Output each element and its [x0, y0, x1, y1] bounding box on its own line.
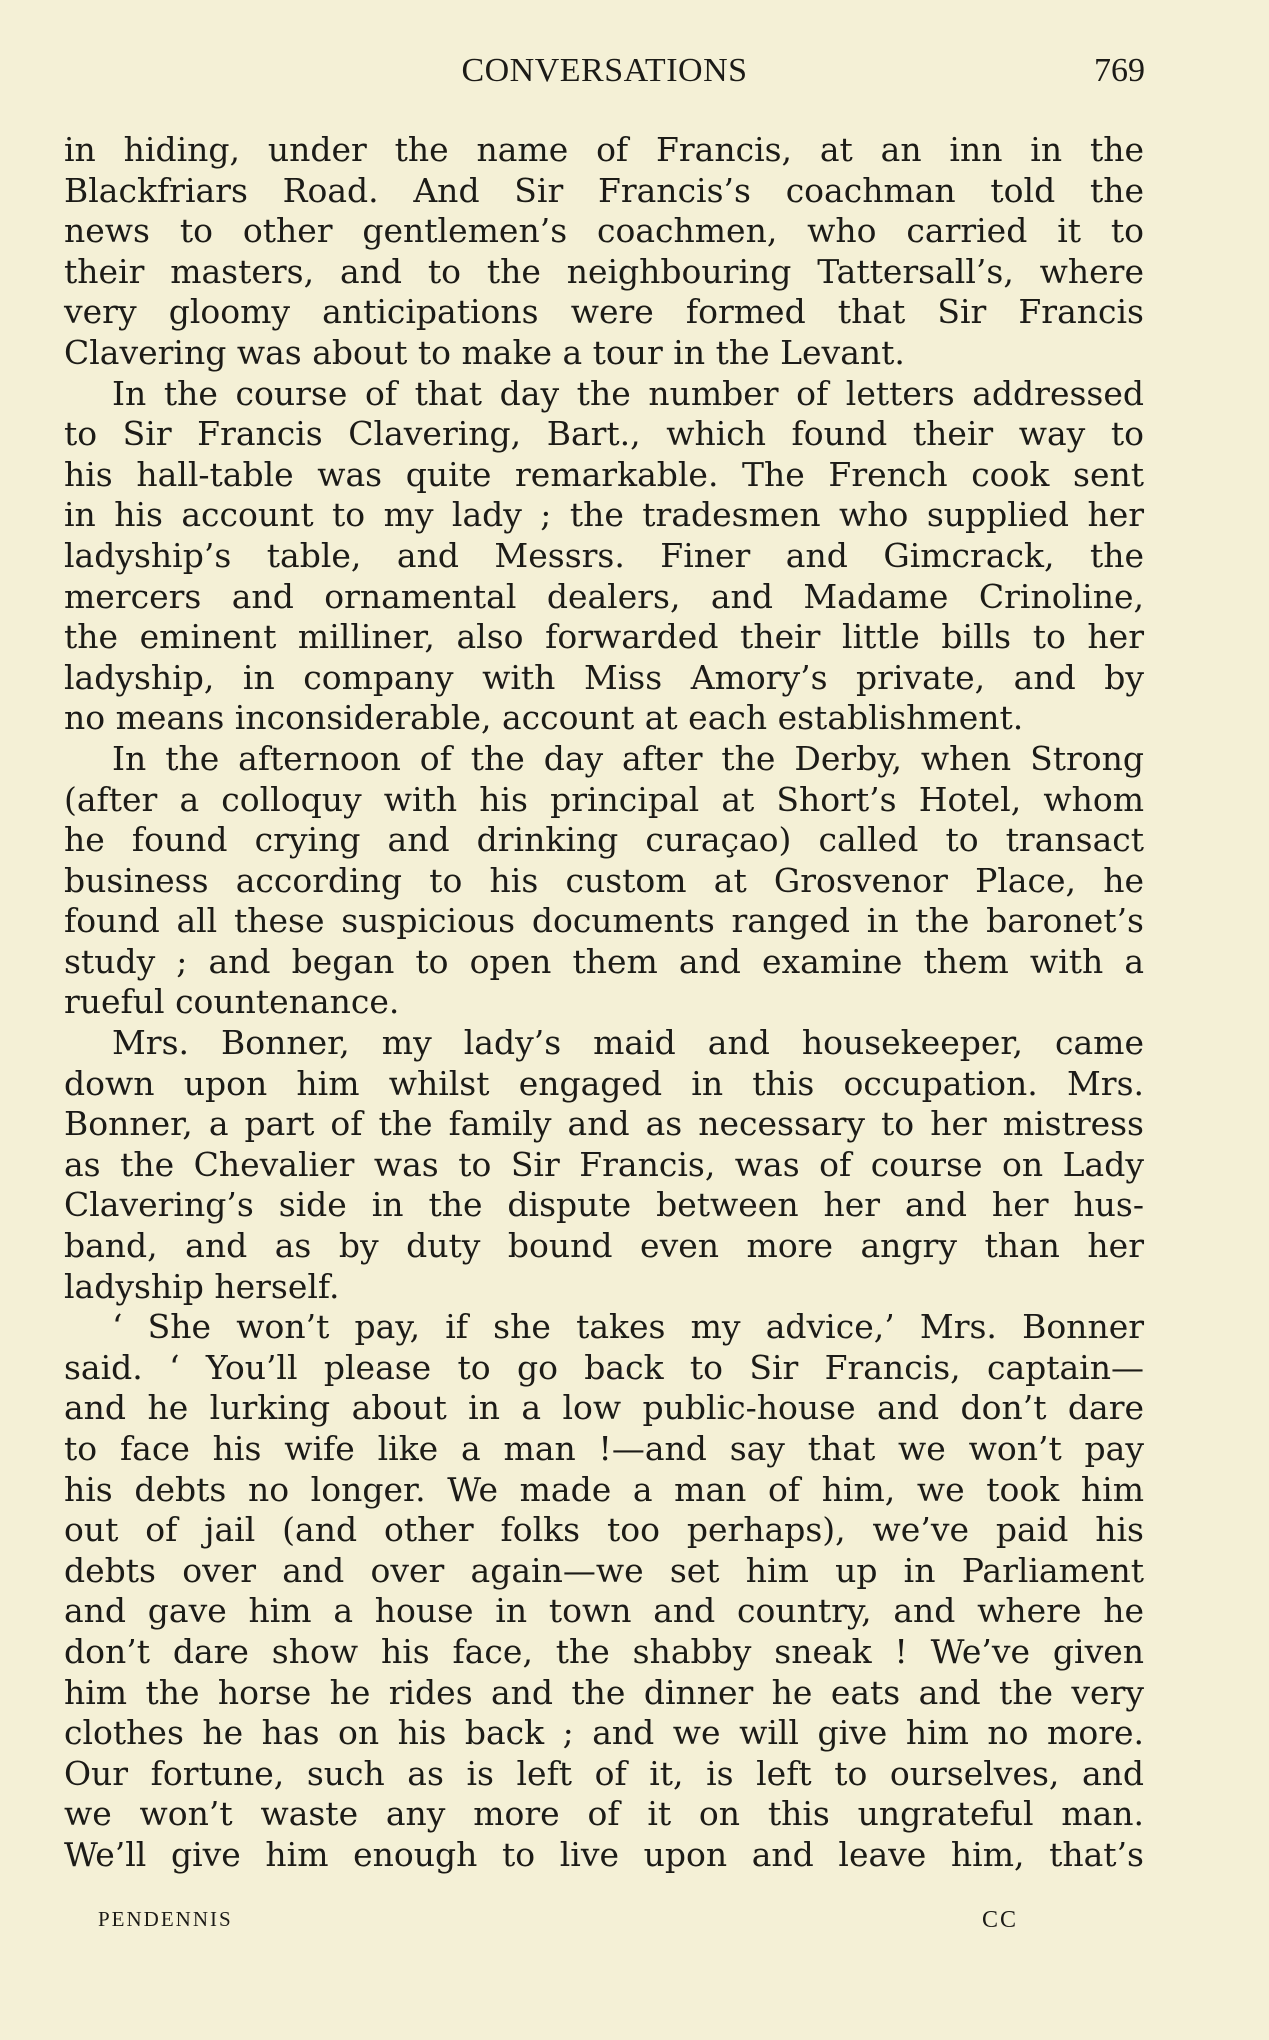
text-line: In the course of that day the number of letters addressed: [112, 373, 1144, 413]
text-line: Bonner, a part of the family and as necessary to her mistress: [64, 1104, 1144, 1144]
text-line: said. ‘ You’ll please to go back to Sir Francis, captain—: [64, 1347, 1144, 1387]
text-line: In the afternoon of the day after the Derby, when Strong: [112, 738, 1144, 778]
text-line: ladyship’s table, and Messrs. Finer and Gimcrack, the: [64, 535, 1144, 575]
text-line: to face his wife like a man !—and say that we won’t pay: [64, 1429, 1144, 1468]
text-line: Blackfriars Road. And Sir Francis’s coachman told the: [64, 170, 1144, 210]
text-line: don’t dare show his face, the shabby sneak ! We’ve given: [64, 1631, 1144, 1671]
text-line: and he lurking about in a low public-house and don’t dare: [64, 1388, 1144, 1428]
text-line: as the Chevalier was to Sir Francis, was of course on Lady: [64, 1144, 1144, 1184]
text-line: his debts no longer. We made a man of him, we took him: [64, 1469, 1144, 1509]
text-line: Clavering’s side in the dispute between her and her hus-: [64, 1185, 1144, 1225]
text-line: down upon him whilst engaged in this occupation. Mrs.: [64, 1063, 1144, 1103]
running-title: CONVERSATIONS: [461, 52, 748, 89]
text-line: rueful countenance.: [64, 982, 400, 1022]
text-line: and gave him a house in town and country, and where he: [64, 1591, 1144, 1631]
text-line: him the horse he rides and the dinner he eats and the very: [64, 1672, 1144, 1712]
text-line: Our fortune, such as is left of it, is left to ourselves, and: [64, 1753, 1144, 1793]
text-line: out of jail (and other folks too perhaps), we’ve paid his: [64, 1510, 1144, 1550]
text-line: in his account to my lady ; the tradesmen who supplied her: [64, 495, 1144, 535]
text-line: (after a colloquy with his principal at Short’s Hotel, whom: [64, 779, 1144, 819]
text-line: Mrs. Bonner, my lady’s maid and housekeeper, came: [112, 1023, 1144, 1063]
text-line: found all these suspicious documents ranged in the baronet’s: [64, 901, 1144, 941]
text-line: their masters, and to the neighbouring Tattersall’s, where: [64, 251, 1144, 291]
text-line: business according to his custom at Grosvenor Place, he: [64, 860, 1144, 900]
text-line: news to other gentlemen’s coachmen, who carried it to: [64, 211, 1144, 251]
text-line: very gloomy anticipations were formed that Sir Francis: [64, 292, 1144, 332]
text-line: debts over and over again—we set him up in Parliament: [64, 1550, 1144, 1590]
running-head: [64, 52, 1145, 96]
text-line: the eminent milliner, also forwarded their little bills to her: [64, 617, 1144, 657]
text-line: ladyship, in company with Miss Amory’s private, and by: [64, 657, 1144, 697]
text-line: mercers and ornamental dealers, and Madame Crinoline,: [64, 576, 1144, 616]
page-footer: [98, 1907, 1018, 1937]
text-line: no means inconsiderable, account at each establishment.: [64, 698, 1024, 738]
sheet-mark: CC: [981, 1907, 1018, 1933]
text-line: clothes he has on his back ; and we will give him no more.: [64, 1713, 1144, 1753]
text-line: to Sir Francis Clavering, Bart., which found their way to: [64, 414, 1144, 454]
text-line: study ; and began to open them and examine them with a: [64, 941, 1144, 981]
page-number: 769: [1094, 52, 1145, 89]
text-line: we won’t waste any more of it on this ungrateful man.: [64, 1794, 1144, 1834]
text-line: Clavering was about to make a tour in the Levant.: [64, 332, 905, 372]
text-line: he found crying and drinking curaçao) called to transact: [64, 820, 1144, 860]
text-line: We’ll give him enough to live upon and leave him, that’s: [64, 1834, 1144, 1874]
text-line: ladyship herself.: [64, 1266, 340, 1306]
text-line: his hall-table was quite remarkable. The French cook sent: [64, 454, 1144, 494]
text-line: in hiding, under the name of Francis, at an inn in the: [64, 130, 1144, 169]
signature-mark: PENDENNIS: [98, 1907, 233, 1931]
text-line: ‘ She won’t pay, if she takes my advice,’ Mrs. Bonner: [112, 1307, 1144, 1347]
text-line: band, and as by duty bound even more angry than her: [64, 1226, 1144, 1266]
body-text: [64, 130, 1144, 1876]
